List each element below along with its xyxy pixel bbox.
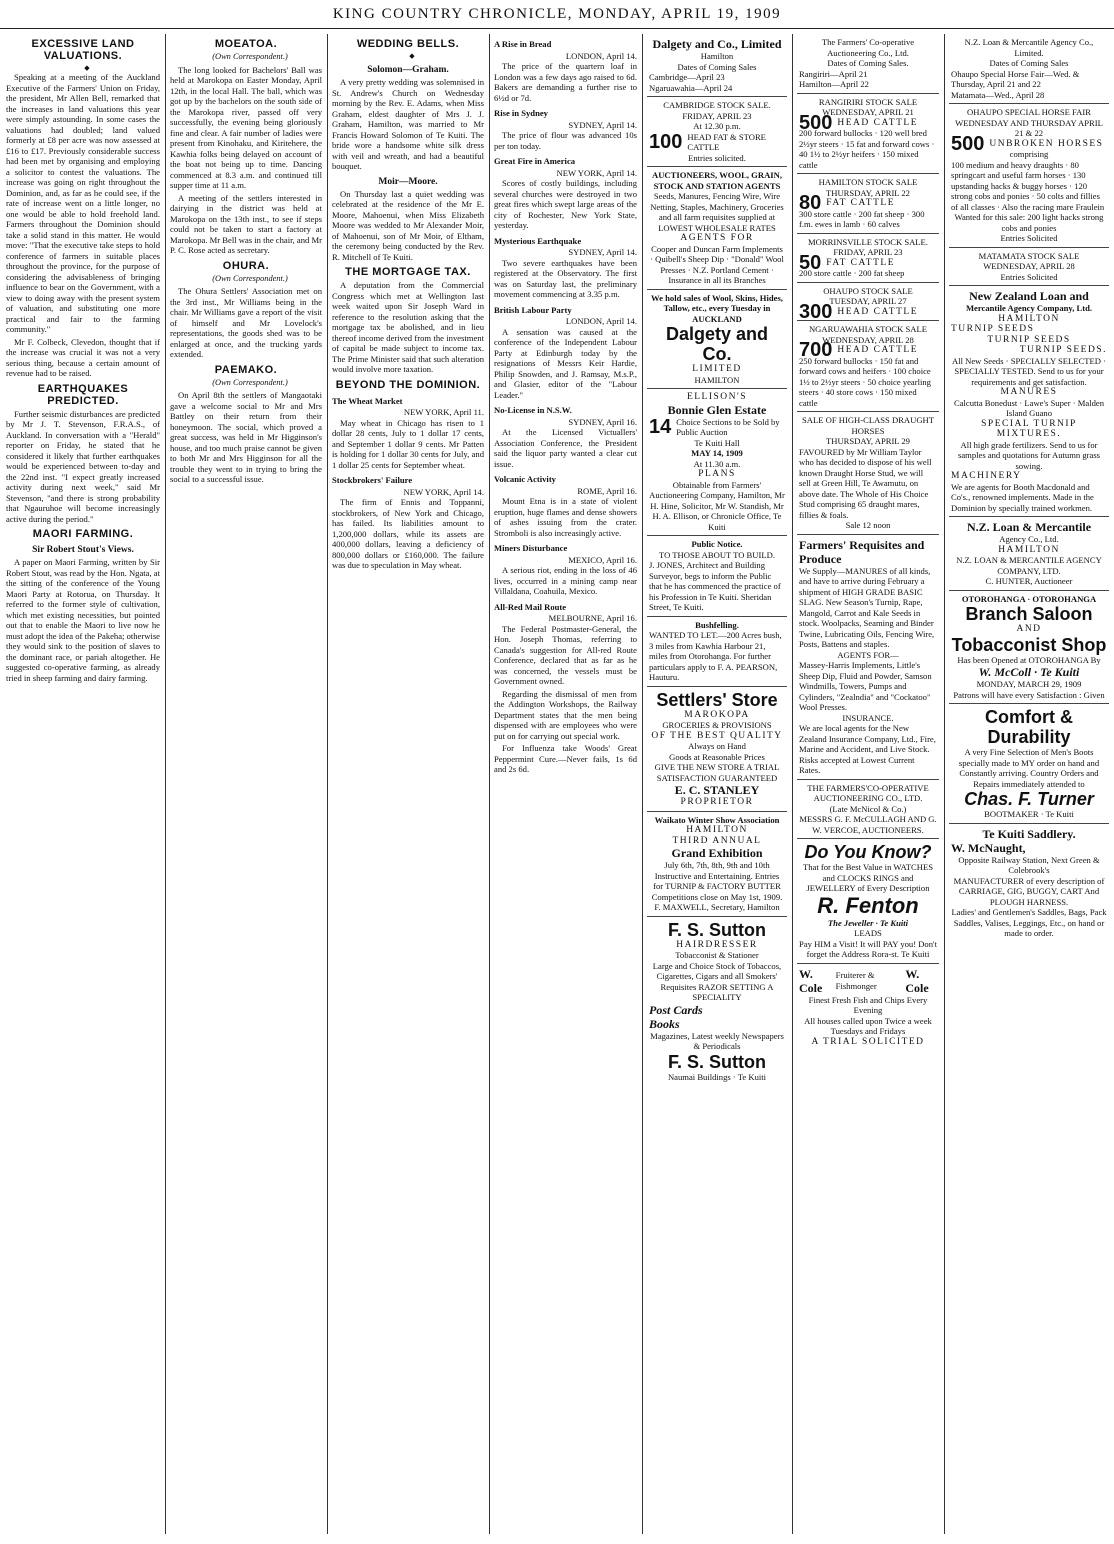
- ad-item: HEAD CATTLE: [837, 117, 918, 128]
- ad-line: MANURES: [1000, 387, 1058, 397]
- news-head: Great Fire in America: [494, 156, 576, 166]
- article-paragraph: A paper on Maori Farming, written by Sir Robert Stout, was read by the Hon. Ngata, at the sitting of the conference of the Young Maori Party at Rotorua, on Thursday. It referred to the former style of cultivation, which met existing necessities, but pointed out that to enable the Maori to live now he must adopt the idea of the Pakeha; otherwise they would sink to the position of slaves to the dominant race, or pariah altogether. He suggested co-operative farming, as already tried in sheep farming and dairy farming.: [6, 557, 160, 683]
- ad-title: MATAMATA STOCK SALE: [978, 250, 1080, 261]
- ad-line: A TRIAL SOLICITED: [811, 1036, 925, 1047]
- headline-ohura: OHURA.: [222, 259, 270, 272]
- column-rule: [327, 34, 328, 1534]
- ad-title: Farmers' Requisites and Produce: [799, 537, 925, 566]
- ad-line: HAMILTON: [998, 313, 1060, 324]
- ad-line: PLANS: [698, 469, 736, 479]
- article-paragraph: Speaking at a meeting of the Auckland Executive of the Farmers' Union on Friday, the president, Mr Allen Bell, remarked that the increases in land valuations this year were simply astounding. In some cases the valuations had doubled; land valued formerly at £8 per acre was now assessed at £16 to £17. Previously considerable success had been met by organising and employing a solicitor to contest the valuations. The increase was going on right throughout the Dominion, and, as far as he could see, if the rate of increase went on a little longer, no one would be able to hold freehold land. Farmers throughout the Dominion should take a solid stand in this matter. He would move: "That the executive take steps to hold conference of farmers in suitable places throughout the province, for the purpose of considering the advisableness of bringing influence to bear on the Government, with a view to doing away with the present system of valuation, and substituting one more practical and fair to the farming community.": [6, 72, 160, 334]
- dateline: NEW YORK, April 14.: [556, 167, 637, 178]
- ad-line: HAMILTON: [686, 825, 748, 835]
- dateline: LONDON, April 14.: [565, 50, 637, 61]
- ad-title: Dalgety and Co., Limited: [652, 37, 782, 51]
- ad-line: Te Kuiti Hall: [694, 437, 740, 448]
- ad-line: TURNIP SEEDS: [987, 334, 1071, 345]
- ad-line: AGENTS FOR: [680, 233, 754, 243]
- article-paragraph: Scores of costly buildings, including several churches were destroyed in two great fires which swept large areas of the city of Rochester, New York State, yesterday.: [494, 178, 637, 230]
- ad-line: Naumai Buildings · Te Kuiti: [667, 1071, 767, 1082]
- article-paragraph: The price of flour was advanced 10s per ton today.: [494, 130, 637, 151]
- ad-line: THIRD ANNUAL: [672, 835, 762, 846]
- article-paragraph: Regarding the dismissal of men from the Addington Workshops, the Railway Department states that the men being dispensed with are employees who were put on for carrying out special work.: [494, 688, 637, 741]
- ad-line: TURNIP SEEDS.: [1019, 345, 1107, 355]
- ad-body: Choice Sections to be Sold by Public Auction: [676, 416, 780, 437]
- ad-line: Entries Solicited: [1000, 233, 1058, 243]
- column-3: [332, 34, 484, 1534]
- ad-line: Entries Solicited: [1000, 271, 1058, 282]
- news-head: The Wheat Market: [332, 395, 403, 406]
- subhead: Solomon—Graham.: [367, 65, 449, 75]
- ad-body: All high grade fertilizers. Send to us for samples and quotations for Autumn grass sowing.: [957, 439, 1101, 471]
- ad-title: CAMBRIDGE STOCK SALE.: [663, 100, 771, 110]
- ad-line: HAIRDRESSER: [676, 939, 758, 950]
- ad-title: MORRINSVILLE STOCK SALE.: [808, 236, 928, 247]
- ad-cambridge-sale: [647, 96, 787, 166]
- ad-body: Massey-Harris Implements, Little's Sheep Dip, Fluid and Powder, Samson Windmills, Towers, Pumps and Cylinders, "Zealndia" and "Cockatoo" Wool Presses.: [799, 660, 932, 712]
- article-paragraph: A very pretty wedding was solemnised in St. Andrew's Church on Wednesday morning by the Rev. E. Adams, when Miss Graham, eldest daughter of Mrs J. J. Graham, Hamilton, was married to Mr Francis Howard Solomon of Te Kuiti. The bride wore a handsome white silk dress with veil and wreath, and had a beautiful bouquet.: [332, 77, 484, 171]
- ad-body: Seeds, Manures, Fencing Wire, Wire Netting, Staples, Machinery, Groceries and all farm requisites supplied at LOWEST WHOLESALE RATES: [650, 191, 784, 233]
- ad-name: C. HUNTER, Auctioneer: [985, 576, 1073, 586]
- ad-title: Do You Know?: [804, 842, 932, 862]
- ad-subtitle: Agency Co., Ltd.: [999, 534, 1059, 544]
- ad-line: ELLISON'S: [686, 392, 748, 402]
- ad-body: We Supply—MANURES of all kinds, and have to arrive during February a shipment of HIGH GRADE BASIC SLAG. New Season's Turnip, Rape, Mangold, Carrot and Kale Seeds in stock. Woolpacks, Seaming and Binder Twine, Lubricating Oils, Fencing Wire, Posts, Battens and staples.: [799, 565, 935, 649]
- ad-line: BOOTMAKER · Te Kuiti: [984, 809, 1074, 819]
- ad-line: Rangiriri—April 21: [799, 68, 868, 79]
- ad-line: At 12.30 p.m.: [693, 121, 741, 131]
- ad-line: OTOROHANGA · OTOROHANGA: [961, 593, 1097, 604]
- ad-title: New Zealand Loan and: [969, 289, 1089, 303]
- ad-subtitle: TO THOSE ABOUT TO BUILD.: [659, 549, 775, 560]
- ad-date: THURSDAY, APRIL 22: [826, 187, 910, 198]
- ad-body: 100 medium and heavy draughts · 80 springcart and useful farm horses · 130 upstanding hacks & buggy horses · 120 strong cobs and ponies · 50 colts and fillies of all classes · Also the racing mare Fraulein: [951, 159, 1105, 212]
- column-rule: [489, 34, 490, 1534]
- byline: (Own Correspondent.): [212, 377, 288, 387]
- ad-name: Chas. F. Turner: [964, 789, 1094, 809]
- column-1: [6, 34, 160, 1534]
- ad-nz-loan-dates: [949, 34, 1109, 103]
- ad-body: All New Seeds · SPECIALLY SELECTED · SPECIALLY TESTED. Send to us for your requirements and get satisfaction.: [952, 355, 1106, 387]
- column-4: [494, 34, 637, 1534]
- ad-title: RANGIRIRI STOCK SALE: [818, 96, 918, 107]
- ad-body: Ladies' and Gentlemen's Saddles, Bags, Pack Saddles, Valises, Leggings, Etc., on hand or made to order.: [951, 907, 1107, 938]
- subhead: Moir—Moore.: [378, 176, 438, 187]
- column-2: [170, 34, 322, 1534]
- ad-name: R. Fenton: [817, 892, 919, 918]
- headline-beyond-dominion: BEYOND THE DOMINION.: [335, 378, 481, 391]
- ad-title: N.Z. Loan & Mercantile Agency Co., Limited.: [964, 37, 1094, 58]
- ad-branch-saloon: [949, 590, 1109, 704]
- column-7-ads: [949, 34, 1109, 1534]
- ad-line: Dates of Coming Sales: [989, 58, 1069, 68]
- ad-name: E. C. STANLEY: [674, 783, 760, 797]
- ad-body: 200 store cattle · 200 fat sheep: [799, 268, 905, 278]
- ad-title: Branch Saloon: [965, 604, 1093, 624]
- headline-earthquakes: EARTHQUAKES PREDICTED.: [37, 382, 129, 407]
- ad-name: W. McNaught,: [951, 840, 1026, 855]
- ad-title: Post Cards: [649, 1002, 703, 1017]
- ad-bonnie-glen: [647, 388, 787, 535]
- ad-subtitle: Hamilton: [700, 51, 734, 61]
- ad-title: The Farmers' Co-operative Auctioneering Co., Ltd.: [821, 37, 915, 58]
- ad-body: Cooper and Duncan Farm Implements · Quibell's Sheep Dip · "Donald" Wool Presses · N.Z. Portland Cement · Insurance in all its Branches: [650, 243, 784, 285]
- article-paragraph: The price of the quartern loaf in London was a few days ago raised to 6d. Bakers are demanding a further rise to 6½d or 7d.: [494, 61, 637, 103]
- ad-title: Bushfelling.: [695, 619, 739, 630]
- ad-body: We are agents for Booth Macdonald and Co's., renowned implements. Made in the Dominion by specially trained workmen.: [951, 481, 1094, 513]
- dateline: SYDNEY, April 16.: [568, 416, 637, 427]
- dateline: SYDNEY, April 14.: [568, 119, 637, 130]
- ad-name: F. S. Sutton: [668, 1051, 766, 1072]
- ad-farmers-coop-dates: [797, 34, 939, 93]
- ad-subtitle: (Late McNicol & Co.): [829, 803, 907, 814]
- ad-count: 14: [649, 415, 672, 438]
- ad-line: Ohaupo Special Horse Fair—Wed. & Thursday, April 21 and 22: [951, 68, 1080, 89]
- ad-title: AUCTIONEERS, WOOL, GRAIN, STOCK AND STATION AGENTS: [652, 170, 782, 191]
- headline-maori-farming: MAORI FARMING.: [32, 528, 134, 540]
- ad-date: WEDNESDAY, APRIL 28: [983, 261, 1075, 271]
- ad-body: Patrons will have every Satisfaction : Given: [953, 689, 1105, 700]
- ad-line: N.Z. LOAN & MERCANTILE AGENCY COMPANY, LTD.: [956, 555, 1102, 576]
- article-paragraph: Two severe earthquakes have been registered at the Observatory. The first was on Saturday last, the preliminary movement commencing at 3.35 p.m.: [494, 257, 637, 299]
- ad-line: Tobacconist & Stationer: [675, 950, 759, 960]
- dateline: NEW YORK, April 14.: [403, 486, 484, 497]
- article-paragraph: A sensation was caused at the conference of the Independent Labour Party at Edinburgh today by the resignations of Messrs Keir Hardie, Philip Snowden, and J. Ramsay, M.s.P., and Glasier, editor of the "Labour Leader.": [494, 326, 637, 400]
- ad-nz-loan-seeds: [949, 285, 1109, 516]
- ad-title: Settlers' Store: [656, 689, 778, 710]
- ad-date: MAY 14, 1909: [691, 448, 743, 458]
- ad-item: HEAD CATTLE: [837, 345, 918, 355]
- ad-count: 80: [799, 192, 822, 214]
- ad-title: Te Kuiti Saddlery.: [982, 826, 1076, 841]
- headline-wedding-bells: WEDDING BELLS.: [356, 38, 460, 50]
- ad-date: THURSDAY, APRIL 29: [826, 436, 910, 446]
- ad-dalgety-dates: [647, 34, 787, 96]
- dateline: MEXICO, April 16.: [568, 554, 637, 565]
- ad-date: WEDNESDAY AND THURSDAY APRIL 21 & 22: [955, 117, 1103, 138]
- dateline: LONDON, April 14.: [565, 316, 637, 326]
- article-paragraph: The Federal Postmaster-General, the Hon. Joseph Thomas, referring to Canada's suggestion for All-red Route Conference, declared that as far as he was concerned, the vessels must be Government owned.: [494, 623, 637, 686]
- dateline: MELBOURNE, April 16.: [548, 613, 637, 623]
- ad-title: NGARUAWAHIA STOCK SALE: [808, 324, 928, 334]
- news-head: No-License in N.S.W.: [494, 405, 572, 415]
- ad-line: GIVE THE NEW STORE A TRIAL SATISFACTION GUARANTEED: [654, 762, 780, 783]
- ad-body: Magazines, Latest weekly Newspapers & Periodicals: [650, 1030, 784, 1051]
- ad-body: MESSRS G. F. McCULLAGH AND G. W. VERCOE, AUCTIONEERS.: [799, 814, 937, 835]
- ad-count: 50: [799, 251, 822, 274]
- ad-line: SPECIAL TURNIP MIXTURES.: [981, 418, 1077, 439]
- ad-title: Comfort & Durability: [985, 707, 1073, 747]
- ad-line: Matamata—Wed., April 28: [951, 89, 1045, 100]
- news-head: Volcanic Activity: [494, 474, 556, 484]
- ad-name: F. S. Sutton: [668, 919, 766, 940]
- ad-line: Entries solicited.: [688, 152, 746, 163]
- news-head: Mysterious Earthquake: [494, 235, 582, 246]
- ad-line: Ngaruawahia—April 24: [649, 82, 733, 93]
- ad-item: FAT CATTLE: [826, 198, 895, 208]
- ad-settlers-store: [647, 686, 787, 811]
- dateline: ROME, April 16.: [577, 485, 637, 496]
- ad-body: Finest Fresh Fish and Chips Every Evening: [808, 994, 928, 1015]
- headline-paemako: PAEMAKO.: [214, 363, 278, 376]
- article-paragraph: A serious riot, ending in the loss of 46 lives, occurred in a mining camp near Villaldana, Coahuila, Mexico.: [494, 565, 637, 596]
- ad-body: J. JONES, Architect and Building Surveyor, begs to inform the Public that he has commenced the practice of his Profession in Te Kuiti. Sheridan Street, Te Kuiti.: [649, 560, 781, 612]
- ad-hamilton-sale: [797, 173, 939, 233]
- ornament: ◆: [409, 52, 415, 60]
- ad-body: Instructive and Entertaining. Entries for TURNIP & FACTORY BUTTER Competitions close on May 1st, 1909.: [651, 870, 783, 902]
- article-paragraph: On April 8th the settlers of Mangaotaki gave a welcome social to Mr and Mrs Battley on their return from their honeymoon. The social, which proved a great success, was held in Mr Higginson's house, and too much praise cannot be given to both Mr and Mrs Higginson for all the trouble they went to in trying to bring the social to a successful issue.: [170, 390, 322, 484]
- ad-item: HEAD FAT & STORE CATTLE: [687, 131, 766, 152]
- ad-line: Fruiterer & Fishmonger: [835, 970, 877, 991]
- ad-draught-horses: [797, 411, 939, 534]
- ad-morrinsville-sale: [797, 233, 939, 282]
- ad-line: GROCERIES & PROVISIONS: [662, 720, 772, 730]
- ad-body: FAVOURED by Mr William Taylor who has decided to dispose of his well known Draught Horse Stud, we will sell at Green Hill, Te Awamutu, on above date. The Whole of His Choice Stud comprising 65 draught mares, fillies & foals.: [799, 446, 932, 520]
- ad-body: Obtainable from Farmers' Auctioneering Company, Hamilton, Mr H. Hine, Solicitor, Mr W. Standish, Mr H. A. Ellison, or Chronicle Office, Te Kuiti: [649, 479, 785, 532]
- ad-body: We are local agents for the New Zealand Insurance Company, Ltd., Fire, Marine and Accident, and Live Stock. Risks accepted at Lowest Current Rates.: [799, 723, 936, 775]
- article-paragraph: Further seismic disturbances are predicted by Mr J. T. Stevenson, F.R.A.S., of Auckland. In conversation with a "Herald" reporter on Friday, he stated that he considered it likely that further earthquakes would be experienced between to-day and the 22nd inst. "I expect greatly increased activity during next week," said Mr Stevenson, "and there is strong probability that Ngauruhoe will become increasingly active during the period.": [6, 408, 160, 524]
- ad-matamata-sale: [949, 247, 1109, 286]
- ad-title: Tobacconist Shop: [951, 634, 1107, 655]
- ad-title: THE FARMERS'CO-OPERATIVE AUCTIONEERING CO., LTD.: [807, 782, 929, 803]
- subhead: Sir Robert Stout's Views.: [32, 545, 134, 555]
- ad-line: comprising: [1009, 149, 1049, 159]
- ad-name: W. McColl · Te Kuiti: [978, 665, 1080, 679]
- ad-title: SALE OF HIGH-CLASS DRAUGHT HORSES: [801, 415, 934, 436]
- ad-body: MANUFACTURER of every description of CARRIAGE, GIG, BUGGY, CART And PLOUGH HARNESS.: [953, 875, 1105, 907]
- ad-title: Bonnie Glen Estate: [667, 402, 767, 417]
- ad-body: We hold sales of Wool, Skins, Hides, Tallow, etc., every Tuesday in AUCKLAND: [651, 292, 783, 324]
- ad-horse-fair: [949, 103, 1109, 247]
- ad-title: OHAUPO SPECIAL HORSE FAIR: [967, 107, 1091, 117]
- ad-fenton: [797, 838, 939, 963]
- ad-line: Cambridge—April 23: [649, 72, 725, 82]
- ad-body: Large and Choice Stock of Tobaccos, Cigarettes, Cigars and all Smokers' Requisites RAZOR SETTING A SPECIALITY: [652, 960, 782, 1002]
- news-head: Rise in Sydney: [494, 108, 548, 118]
- article-paragraph: May wheat in Chicago has risen to 1 dollar 28 cents, July to 1 dollar 17 cents, and September 1 dollar 9 cents. Mr Patten is holding for 1 dollar 30 cents for July, and 1 dollar 25 cents for September wheat.: [332, 417, 484, 470]
- ad-count: 500: [951, 132, 985, 155]
- ad-date: MONDAY, MARCH 29, 1909: [976, 679, 1082, 689]
- ad-dalgety-wool: [647, 289, 787, 389]
- ad-title: Dalgety and Co.: [665, 324, 769, 364]
- headline-moeatoa: MOEATOA.: [214, 38, 278, 50]
- ad-line: HAMILTON: [998, 544, 1060, 555]
- column-rule: [165, 34, 166, 1534]
- ad-item: FAT CATTLE: [826, 257, 895, 268]
- ad-dalgety-agents: [647, 166, 787, 289]
- ad-line: LEADS: [854, 928, 882, 938]
- ad-body: 250 forward bullocks · 150 fat and forward cows and heifers · 100 choice 1½ to 2½yr steers · 50 choice yearling steers · 40 store cows · 150 mixed cattle: [799, 355, 931, 408]
- ad-date: FRIDAY, APRIL 23: [682, 110, 752, 121]
- column-rule: [792, 34, 793, 1534]
- ad-title: OHAUPO STOCK SALE: [823, 285, 913, 296]
- article-paragraph: The Ohura Settlers' Association met on the 3rd inst., Mr Williams being in the chair. Mr Williams gave a report of the visit of himself and Mr Lovelock's representations, the goods shed was to be enlarged at once, and the trucking yards extended.: [170, 286, 322, 359]
- ad-line: Always on Hand: [688, 741, 746, 751]
- ad-body: Calcutta Bonedust · Lawe's Super · Malden Island Guano: [954, 397, 1104, 418]
- ad-count: 500: [799, 111, 833, 134]
- ad-count: 300: [799, 300, 833, 323]
- ad-date: FRIDAY, APRIL 23: [833, 247, 903, 257]
- ad-count: 700: [799, 339, 833, 361]
- news-head: British Labour Party: [494, 304, 572, 315]
- article-paragraph: A meeting of the settlers interested in dairying in the district was held at Marokopa on the 13th inst., to see if steps could not be taken to start a factory at Marokopa. Mr Bell was in the chair, and Mr P. C. Rose acted as secretary.: [170, 192, 322, 255]
- ad-title: HAMILTON STOCK SALE: [818, 177, 918, 187]
- ad-winter-show: [647, 811, 787, 916]
- article-paragraph: On Thursday last a quiet wedding was celebrated at the residence of the Mr E. Moore, Mahoenui, when Miss Elizabeth Moore was wedded to Mr Alexander Moir, of Mahoenui, son of Mr Moir, of Eltham, the ceremony being conducted by the Rev. R. Mitchell of Te Kuiti.: [332, 188, 484, 262]
- ad-date: WEDNESDAY, APRIL 28: [822, 334, 914, 345]
- dateline: SYDNEY, April 14.: [568, 247, 637, 257]
- ad-date: WEDNESDAY, APRIL 21: [822, 107, 914, 117]
- ad-title: Public Notice.: [691, 539, 743, 549]
- masthead: KING COUNTRY CHRONICLE, MONDAY, APRIL 19, 1909: [0, 0, 1114, 29]
- ad-title: Waikato Winter Show Association: [654, 814, 780, 825]
- column-rule: [944, 34, 945, 1534]
- ad-item: HEAD CATTLE: [837, 306, 918, 317]
- ad-saddlery: [949, 823, 1109, 942]
- ad-body: 300 store cattle · 200 fat sheep · 300 f.m. ewes in lamb · 60 calves: [799, 208, 925, 229]
- ad-sutton: [647, 916, 787, 1086]
- ad-body: That for the Best Value in WATCHES and CLOCKS RINGS and JEWELLERY of Every Description: [802, 862, 933, 893]
- ornament: ◆: [84, 64, 90, 72]
- column-5-ads: [647, 34, 787, 1534]
- ad-line: MACHINERY: [951, 471, 1022, 481]
- ad-line: At 11.30 a.m.: [693, 458, 741, 469]
- ad-line: AGENTS FOR—: [837, 649, 899, 660]
- ad-body: WANTED TO LET.—200 Acres bush, 3 miles from Kawhia Harbour 21, miles from Otorohanga. For further particulars apply to F. A. PEARSON, Hauturu.: [649, 630, 782, 682]
- ad-line: F. MAXWELL, Secretary, Hamilton: [654, 902, 780, 912]
- news-head: All-Red Mail Route: [494, 601, 567, 612]
- column-6-ads: [797, 34, 939, 1534]
- article-paragraph: Mount Etna is in a state of violent eruption, huge flames and dense showers of ashes issuing from the crater. Stromboli is also increasingly active.: [494, 496, 637, 538]
- ad-line: LIMITED: [692, 364, 742, 374]
- ad-line: TURNIP SEEDS: [951, 324, 1035, 334]
- dateline: NEW YORK, April 11.: [403, 407, 484, 417]
- article-paragraph: Mr F. Colbeck, Clevedon, thought that if the increase was crucial it was not a very serious thing, because a certain amount of revenue had to be raised.: [6, 336, 160, 378]
- ad-cole: [797, 963, 939, 1051]
- ad-item: UNBROKEN HORSES: [989, 138, 1104, 149]
- ad-nz-loan-agency: [949, 516, 1109, 590]
- ad-name: W. Cole: [905, 966, 929, 995]
- column-rule: [642, 34, 643, 1534]
- ad-body: Has been Opened at OTOROHANGA By: [957, 654, 1101, 665]
- ad-rangiriri-sale: [797, 93, 939, 174]
- news-head: Stockbrokers' Failure: [332, 475, 413, 485]
- article-paragraph: The firm of Ennis and Toppanni, stockbrokers, of New York and Chicago, has failed. Its liabilities amount to 1,200,000 dollars, while its assets are 400,000 dollars, leaving a deficiency of 800,000 dollars or £160,000. The failure was due to speculation in May wheat.: [332, 497, 484, 570]
- byline: (Own Correspondent.): [212, 273, 288, 283]
- ad-line: OF THE BEST QUALITY: [651, 730, 783, 741]
- ad-subtitle: Mercantile Agency Company, Ltd.: [965, 303, 1093, 313]
- ad-line: Dates of Coming Sales.: [827, 58, 909, 68]
- ad-bushfelling: [647, 616, 787, 686]
- ad-date: TUESDAY, APRIL 27: [829, 296, 907, 306]
- ad-body: All houses called upon Twice a week Tuesdays and Fridays: [804, 1015, 932, 1036]
- news-head: Miners Disturbance: [494, 543, 568, 553]
- ad-line: Goods at Reasonable Prices: [669, 751, 765, 762]
- ad-farmers-coop: [797, 779, 939, 839]
- ad-line: Hamilton—April 22: [799, 79, 869, 89]
- news-head: A Rise in Bread: [494, 39, 552, 49]
- ad-date: July 6th, 7th, 8th, 9th and 10th: [664, 860, 770, 870]
- headline-land-valuations: EXCESSIVE LAND VALUATIONS.: [31, 38, 135, 62]
- ad-ohaupo-sale: [797, 282, 939, 321]
- ad-body: Pay HIM a Visit! It will PAY you! Don't forget the Address Rora-st. Te Kuiti: [799, 938, 937, 959]
- ad-comfort-durability: [949, 703, 1109, 823]
- ad-count: 100: [649, 130, 683, 153]
- byline: (Own Correspondent.): [212, 52, 288, 61]
- ad-line: MAROKOPA: [684, 709, 750, 720]
- ad-line: HAMILTON: [694, 374, 740, 385]
- headline-mortgage-tax: THE MORTGAGE TAX.: [345, 266, 471, 278]
- ad-line: Opposite Railway Station, Next Green & Colebrook's: [958, 854, 1100, 875]
- ad-line: AND: [1016, 624, 1042, 634]
- article-paragraph: The long looked for Bachelors' Ball was held at Marokopa on Easter Monday, April 12th, in the local Hall. The ball, which was got up by the bachelors on the south side of the Marokopa river, passed off very successfully, the evening being gloriously fine and clear. A fair number of ladies were present from Kinohaku, and Kiritehere, the Kawhia folks being delayed on account of the boat not being up to time. Dancing commenced at 8.3 a.m. and continued till supper time at 11 a.m.: [170, 64, 322, 190]
- ad-line: Sale 12 noon: [845, 520, 891, 530]
- ad-title: Books: [649, 1016, 680, 1031]
- ad-ngaruawahia-sale: [797, 320, 939, 411]
- ad-line: The Jeweller · Te Kuiti: [827, 917, 909, 928]
- ad-body: Wanted for this sale: 200 light hacks strong cobs and ponies: [954, 212, 1104, 233]
- ad-public-notice: [647, 535, 787, 616]
- ad-line: PROPRIETOR: [680, 797, 754, 807]
- article-paragraph: At the Licensed Victuallers' Association Conference, the President said the liquor party wanted a clear cut issue.: [494, 427, 637, 469]
- ad-name: W. Cole: [799, 966, 823, 995]
- ad-line: INSURANCE.: [842, 712, 894, 723]
- article-paragraph: A deputation from the Commercial Congress which met at Wellington last week waited upon Sir Joseph Ward in reference to the resolution asking that the mortgage tax be abolished, and in lieu thereof income derived from the investment of capital be made subject to income tax. The Prime Minister said that such alteration would involve more taxation.: [332, 280, 484, 374]
- ad-line: Dates of Coming Sales: [677, 61, 757, 72]
- article-paragraph: For Influenza take Woods' Great Peppermint Cure.—Never fails, 1s 6d and 2s 6d.: [494, 743, 637, 774]
- ad-body: A very Fine Selection of Men's Boots specially made to MY order on hand and Constantly arriving. Country Orders and Repairs immediately attended to: [958, 747, 1100, 789]
- ad-name: Grand Exhibition: [671, 846, 763, 860]
- ad-title: N.Z. Loan & Mercantile: [966, 520, 1092, 534]
- ad-body: 200 forward bullocks · 120 well bred 2½yr steers · 15 fat and forward cows · 40 1½ to 2½yr heifers · 150 mixed cattle: [799, 128, 935, 170]
- ad-farmers-requisites: [797, 534, 939, 779]
